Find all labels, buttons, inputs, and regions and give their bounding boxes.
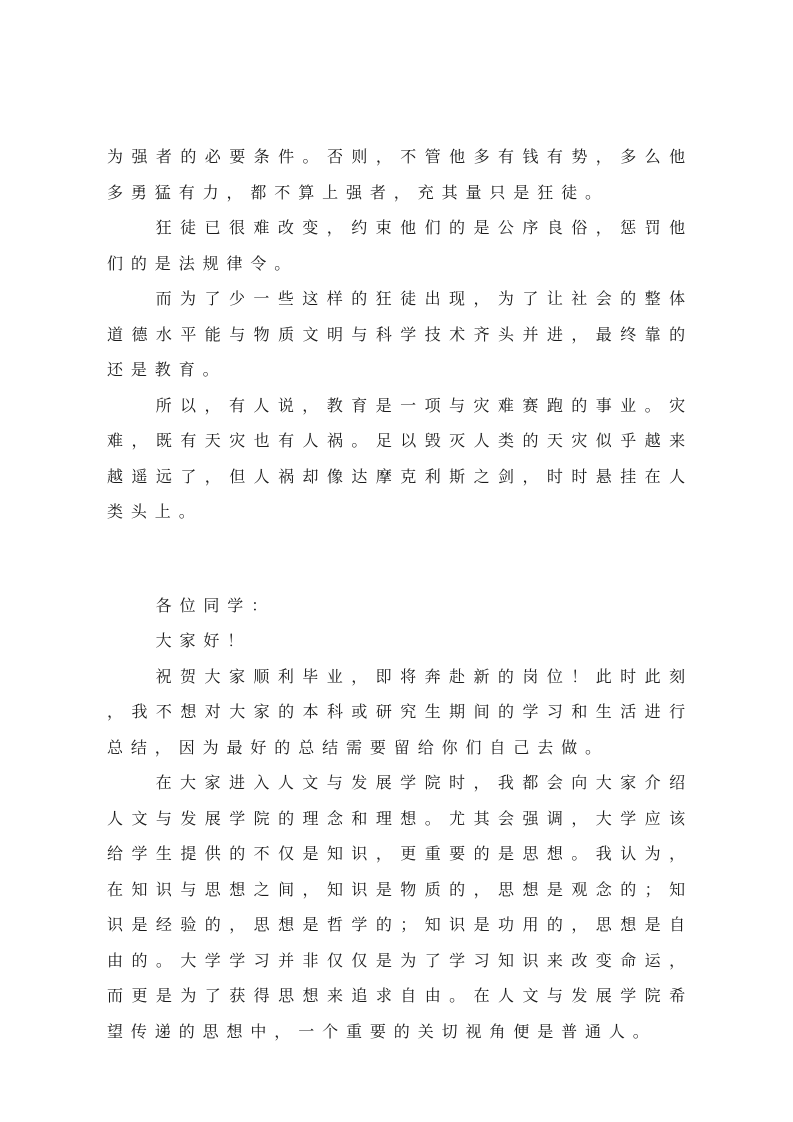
paragraph: 而为了少一些这样的狂徒出现，为了让社会的整体道德水平能与物质文明与科学技术齐头并进，最终靠的还是教育。 (107, 289, 693, 379)
paragraph: 在大家进入人文与发展学院时，我都会向大家介绍人文与发展学院的理念和理想。尤其会强调，大学应该给学生提供的不仅是知识，更重要的是思想。我认为，在知识与思想之间，知识是物质的，思想是观念的；知识是经验的，思想是哲学的；知识是功用的，思想是自由的。大学学习并非仅仅是为了学习知识来改变命运，而更是为了获得思想来追求自由。在人文与发展学院希望传递的思想中，一个重要的关切视角便是普通人。 (107, 773, 693, 1041)
salutation: 各位同学： (155, 595, 276, 615)
section-gap (107, 530, 693, 588)
paragraph: 所以，有人说，教育是一项与灾难赛跑的事业。灾难，既有天灾也有人祸。足以毁灭人类的天灾似乎越来越遥远了，但人祸却像达摩克利斯之剑，时时悬挂在人类头上。 (107, 395, 693, 521)
document-page (107, 139, 693, 1049)
paragraph: 狂徒已很难改变，约束他们的是公序良俗，惩罚他们的是法规律令。 (107, 218, 693, 273)
greeting: 大家好！ (155, 631, 252, 650)
essay-section (107, 139, 693, 530)
paragraph-continuation: 为强者的必要条件。否则，不管他多有钱有势，多么他多勇猛有力，都不算上强者，充其量只是狂徒。 (107, 147, 693, 202)
paragraph: 祝贺大家顺利毕业，即将奔赴新的岗位！此时此刻，我不想对大家的本科或研究生期间的学习和生活进行总结，因为最好的总结需要留给你们自己去做。 (107, 666, 693, 757)
speech-section (107, 588, 693, 1050)
